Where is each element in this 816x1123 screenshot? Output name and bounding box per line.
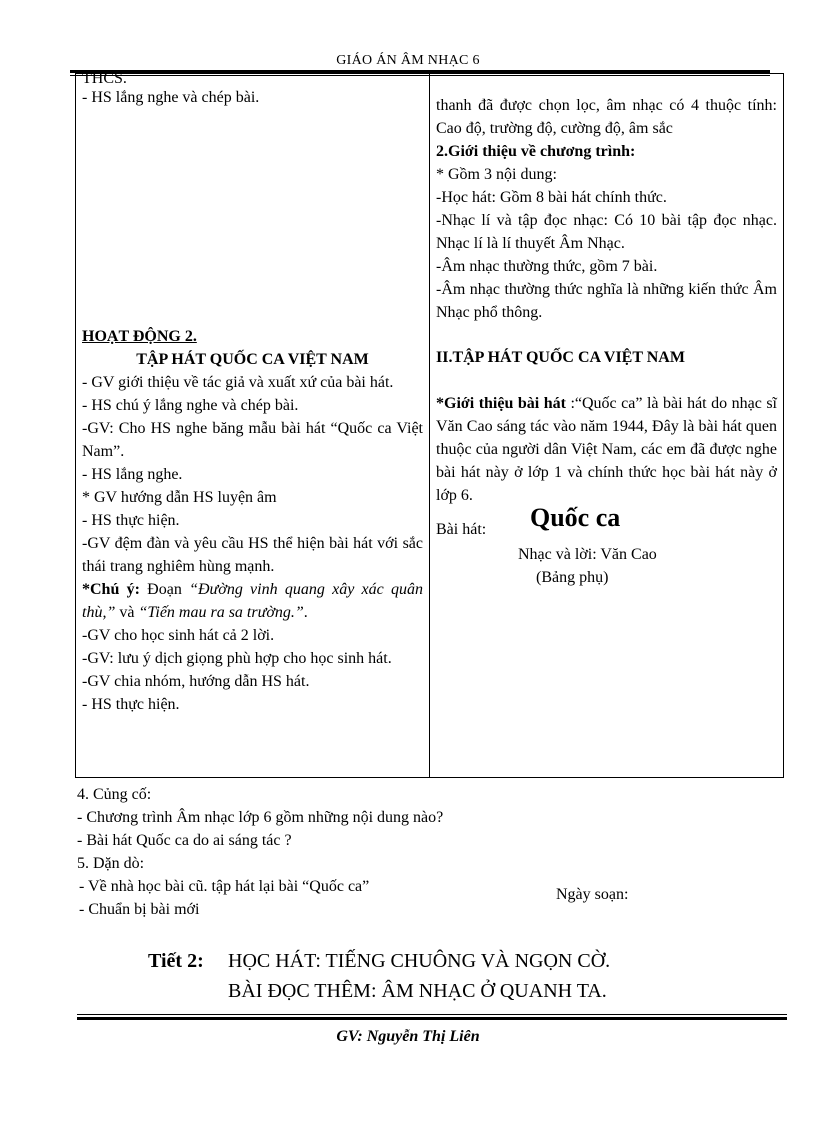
activity-step: - HS chú ý lắng nghe và chép bài. xyxy=(82,397,299,414)
activity-title: TẬP HÁT QUỐC CA VIỆT NAM xyxy=(136,351,369,368)
content-intro: thanh đã được chọn lọc, âm nhạc có 4 thuộc tính: Cao độ, trường độ, cường độ, âm sắc xyxy=(436,97,777,137)
activity-step: -GV chia nhóm, hướng dẫn HS hát. xyxy=(82,673,310,690)
program-line: * Gồm 3 nội dung: xyxy=(436,166,557,183)
song-title: Quốc ca xyxy=(530,503,621,532)
song-credit: Nhạc và lời: Văn Cao xyxy=(518,546,657,563)
note-label: *Chú ý: xyxy=(82,581,140,598)
consolidation-heading: 4. Củng cố: xyxy=(77,786,152,803)
content-column xyxy=(430,74,784,778)
activity-step: - HS lắng nghe. xyxy=(82,466,183,483)
note-mid: và xyxy=(115,604,139,621)
activity-heading: HOẠT ĐỘNG 2. xyxy=(82,328,197,345)
preparation-date-label: Ngày soạn: xyxy=(556,886,629,903)
activity-step: -GV: Cho HS nghe băng mẫu bài hát “Quốc ca Việt Nam”. xyxy=(82,420,423,460)
lesson-line-2: BÀI ĐỌC THÊM: ÂM NHẠC Ở QUANH TA. xyxy=(228,980,607,1002)
song-intro-paragraph xyxy=(436,392,777,507)
footer-rule xyxy=(77,1017,787,1020)
song-intro-text: :“Quốc ca” là bài hát do nhạc sĩ Văn Cao sáng tác vào năm 1944, Đây là bài hát quen thuộc của người dân Việt Nam, các em đã được nghe bài hát này ở lớp 1 và chính thức học bài hát này ở lớp 6. xyxy=(436,395,777,504)
activity-step: - GV giới thiệu về tác giả và xuất xứ của bài hát. xyxy=(82,374,394,391)
song-board-note: (Bảng phụ) xyxy=(536,569,609,586)
teacher-student-activity-column xyxy=(76,74,430,778)
activity-step: -GV: lưu ý dịch giọng phù hợp cho học sinh hát. xyxy=(82,650,392,667)
program-heading: 2.Giới thiệu về chương trình: xyxy=(436,143,636,160)
next-lesson-block xyxy=(148,946,610,1006)
note-quote-1: “Đường vinh quang xây xác quân thù,” xyxy=(82,581,424,621)
activity-step: -GV cho học sinh hát cả 2 lời. xyxy=(82,627,275,644)
homework-item: - Chuẩn bị bài mới xyxy=(79,901,200,918)
activity-step: * GV hướng dẫn HS luyện âm xyxy=(82,489,277,506)
page-header-title: GIÁO ÁN ÂM NHẠC 6 xyxy=(336,53,480,68)
left-top-line: THCS. xyxy=(82,72,127,86)
activity-step: - HS thực hiện. xyxy=(82,696,180,713)
program-line: -Âm nhạc thường thức nghĩa là những kiến thức Âm Nhạc phổ thông. xyxy=(436,281,777,321)
song-intro-label: *Giới thiệu bài hát xyxy=(436,395,566,412)
homework-heading: 5. Dặn dò: xyxy=(77,855,145,872)
footer-rule-thin xyxy=(77,1014,787,1015)
note-suffix: . xyxy=(303,604,308,621)
note-paragraph xyxy=(82,578,423,624)
note-quote-2: “Tiến mau ra sa trường.” xyxy=(138,604,304,621)
program-line: -Học hát: Gồm 8 bài hát chính thức. xyxy=(436,189,667,206)
activity-step: -GV đệm đàn và yêu cầu HS thể hiện bài hát với sắc thái trang nghiêm hùng mạnh. xyxy=(82,535,423,575)
program-line: -Âm nhạc thường thức, gồm 7 bài. xyxy=(436,258,658,275)
lesson-line-1: HỌC HÁT: TIẾNG CHUÔNG VÀ NGỌN CỜ. xyxy=(228,950,611,972)
lesson-label: Tiết 2: xyxy=(148,950,204,972)
note-prefix: Đoạn xyxy=(139,581,190,598)
consolidation-question: - Bài hát Quốc ca do ai sáng tác ? xyxy=(77,832,292,849)
left-top-line: - HS lắng nghe và chép bài. xyxy=(82,89,260,106)
homework-item: - Về nhà học bài cũ. tập hát lại bài “Quốc ca” xyxy=(79,878,370,895)
song-label: Bài hát: xyxy=(436,521,487,538)
footer-author: GV: Nguyễn Thị Liên xyxy=(336,1028,480,1045)
activity-step: - HS thực hiện. xyxy=(82,512,180,529)
lesson-table xyxy=(75,73,784,778)
consolidation-question: - Chương trình Âm nhạc lớp 6 gồm những nội dung nào? xyxy=(77,809,444,826)
section-heading: II.TẬP HÁT QUỐC CA VIỆT NAM xyxy=(436,349,685,366)
program-line: -Nhạc lí và tập đọc nhạc: Có 10 bài tập đọc nhạc. Nhạc lí là lí thuyết Âm Nhạc. xyxy=(436,212,777,252)
